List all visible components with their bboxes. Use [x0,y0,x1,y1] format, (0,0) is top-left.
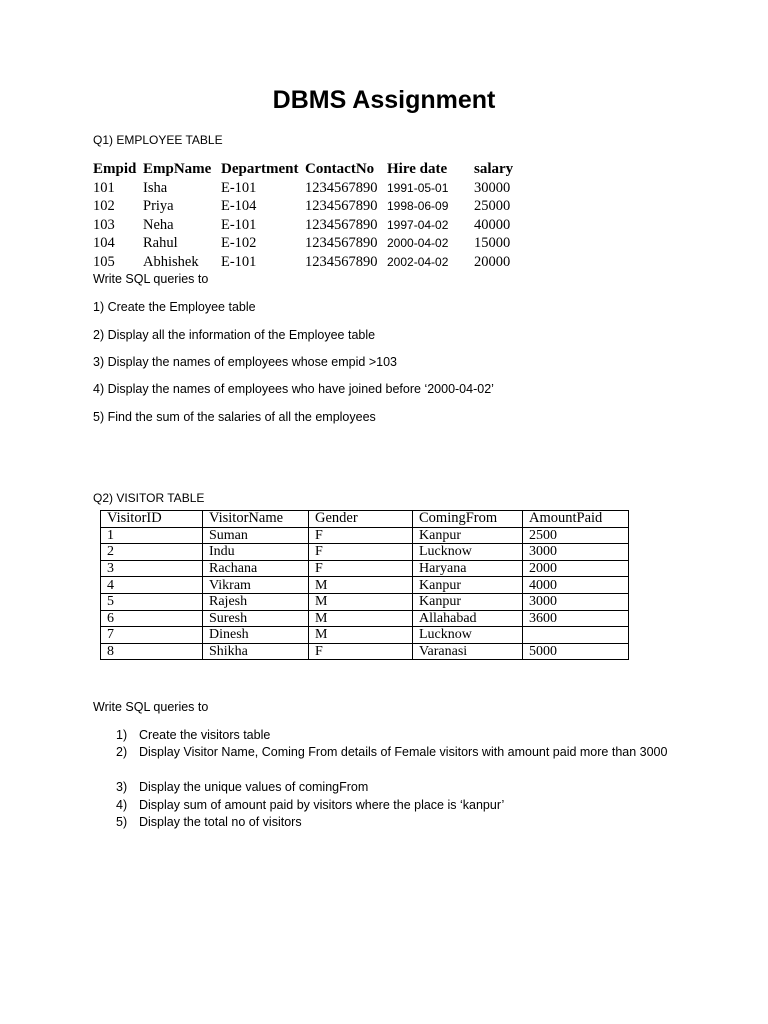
column-header-hire-date: Hire date [387,161,448,177]
cell-comingfrom: Allahabad [413,610,523,627]
cell-salary: 25000 [474,198,511,215]
cell-empname: Abhishek [143,253,199,270]
employee-table [93,160,524,272]
cell-amountpaid [523,627,629,644]
column-header-empid: Empid [93,161,137,177]
cell-empname: Isha [143,179,168,196]
cell-gender: M [309,577,413,594]
cell-visitorid: 6 [101,610,203,627]
q2-intro: Write SQL queries to [93,700,209,714]
cell-visitorid: 5 [101,593,203,610]
table-row [93,179,524,198]
cell-empid: 103 [93,216,115,233]
cell-visitorname: Suman [203,527,309,544]
visitor-table [100,510,629,660]
cell-visitorname: Shikha [203,643,309,660]
cell-comingfrom: Haryana [413,560,523,577]
cell-department: E-101 [221,179,257,196]
q1-query-2: 2) Display all the information of the Employee table [93,328,376,342]
table-row [101,560,629,577]
cell-visitorname: Indu [203,544,309,561]
table-row [101,577,629,594]
cell-visitorid: 4 [101,577,203,594]
cell-visitorid: 2 [101,544,203,561]
cell-empname: Rahul [143,235,178,252]
table-row [93,216,524,235]
column-header-contactno: ContactNo [305,161,375,177]
cell-hire-date: 1997-04-02 [387,217,449,232]
cell-department: E-104 [221,198,257,215]
table-row [101,627,629,644]
list-number: 1) [116,728,128,742]
cell-hire-date: 1991-05-01 [387,180,449,195]
q2-label: Q2) VISITOR TABLE [93,491,205,505]
cell-amountpaid: 2000 [523,560,629,577]
table-row [93,234,524,253]
cell-visitorid: 3 [101,560,203,577]
table-row [93,197,524,216]
table-row [101,610,629,627]
cell-comingfrom: Kanpur [413,577,523,594]
cell-contactno: 1234567890 [305,235,378,252]
table-row [101,643,629,660]
cell-visitorname: Suresh [203,610,309,627]
cell-comingfrom: Lucknow [413,544,523,561]
list-text: Display the unique values of comingFrom [139,780,369,795]
cell-visitorid: 1 [101,527,203,544]
list-number: 3) [116,780,128,795]
cell-amountpaid: 3000 [523,544,629,561]
cell-comingfrom: Kanpur [413,527,523,544]
cell-amountpaid: 4000 [523,577,629,594]
cell-empid: 104 [93,235,115,252]
cell-comingfrom: Kanpur [413,593,523,610]
column-header-amountpaid: AmountPaid [523,511,629,528]
cell-empid: 102 [93,198,115,215]
cell-gender: M [309,627,413,644]
column-header-salary: salary [474,161,514,177]
q1-query-3: 3) Display the names of employees whose empid >103 [93,355,397,369]
table-row [101,544,629,561]
employee-table-header [93,160,524,179]
q1-query-5: 5) Find the sum of the salaries of all the employees [93,410,376,424]
cell-amountpaid: 2500 [523,527,629,544]
list-number: 5) [116,814,128,829]
cell-salary: 40000 [474,216,511,233]
cell-gender: F [309,527,413,544]
list-text: Display sum of amount paid by visitors where the place is ‘kanpur’ [139,797,505,812]
column-header-department: Department [221,161,299,177]
table-row [101,593,629,610]
q1-query-4: 4) Display the names of employees who have joined before ‘2000-04-02’ [93,382,494,396]
cell-gender: F [309,544,413,561]
cell-visitorname: Dinesh [203,627,309,644]
cell-salary: 30000 [474,179,511,196]
cell-comingfrom: Lucknow [413,627,523,644]
cell-contactno: 1234567890 [305,198,378,215]
column-header-gender: Gender [309,511,413,528]
q1-query-1: 1) Create the Employee table [93,300,256,314]
cell-salary: 15000 [474,235,511,252]
cell-amountpaid: 3600 [523,610,629,627]
q1-label: Q1) EMPLOYEE TABLE [93,133,223,147]
list-text: Create the visitors table [139,728,271,742]
cell-comingfrom: Varanasi [413,643,523,660]
table-row [93,253,524,272]
cell-gender: F [309,560,413,577]
cell-gender: F [309,643,413,660]
list-number: 2) [116,745,128,760]
list-text: Display Visitor Name, Coming From details of Female visitors with amount paid more than 3000 [139,745,668,760]
cell-visitorid: 8 [101,643,203,660]
cell-hire-date: 2002-04-02 [387,254,449,269]
cell-empid: 105 [93,253,115,270]
column-header-comingfrom: ComingFrom [413,511,523,528]
cell-department: E-101 [221,253,257,270]
column-header-visitorid: VisitorID [101,511,203,528]
q1-intro: Write SQL queries to [93,272,209,286]
column-header-visitorname: VisitorName [203,511,309,528]
cell-contactno: 1234567890 [305,253,378,270]
list-text: Display the total no of visitors [139,814,302,829]
cell-empid: 101 [93,179,115,196]
cell-empname: Neha [143,216,174,233]
cell-empname: Priya [143,198,174,215]
cell-gender: M [309,610,413,627]
cell-visitorname: Vikram [203,577,309,594]
cell-salary: 20000 [474,253,511,270]
cell-amountpaid: 3000 [523,593,629,610]
cell-amountpaid: 5000 [523,643,629,660]
column-header-empname: EmpName [143,161,212,177]
cell-department: E-102 [221,235,257,252]
cell-hire-date: 1998-06-09 [387,199,449,214]
list-number: 4) [116,797,128,812]
cell-gender: M [309,593,413,610]
cell-contactno: 1234567890 [305,216,378,233]
cell-contactno: 1234567890 [305,179,378,196]
cell-visitorid: 7 [101,627,203,644]
visitor-table-header [101,511,629,528]
page-title: DBMS Assignment [272,86,496,114]
table-row [101,527,629,544]
cell-department: E-101 [221,216,257,233]
cell-hire-date: 2000-04-02 [387,236,449,251]
cell-visitorname: Rachana [203,560,309,577]
cell-visitorname: Rajesh [203,593,309,610]
